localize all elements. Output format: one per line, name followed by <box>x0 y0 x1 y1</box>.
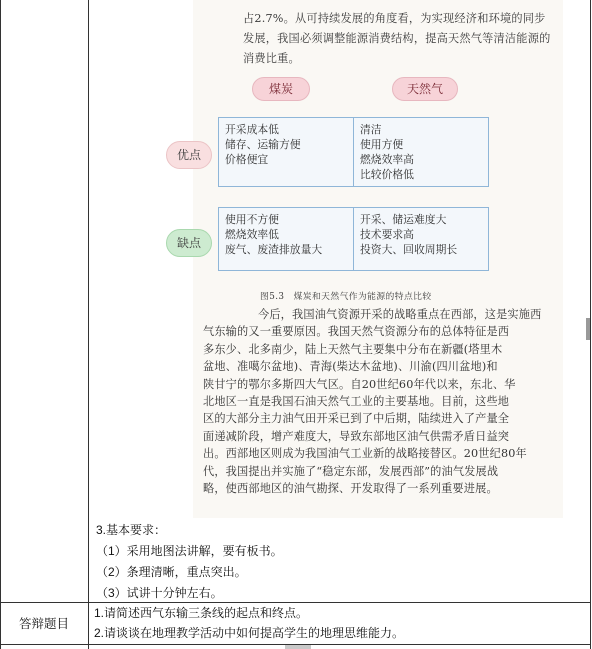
table-divider <box>88 0 89 649</box>
defense-question: 2.请谈谈在地理教学活动中如何提高学生的地理思维能力。 <box>94 626 405 640</box>
paragraph-line: 出。西部地区则成为我国油气工业新的战略接替区。20世纪80年 <box>203 447 527 461</box>
material-line: 发展，我国必须调整能源消费结构，提高天然气等清洁能源的 <box>243 32 551 45</box>
coal-advantage-item: 价格便宜 <box>225 153 269 166</box>
defense-question: 1.请简述西气东输三条线的起点和终点。 <box>94 606 309 620</box>
row-separator <box>0 602 591 603</box>
paragraph-line: 今后，我国油气资源开采的战略重点在西部，这是实施西 <box>258 308 542 321</box>
requirements-heading: 3.基本要求： <box>96 523 167 537</box>
requirement-item: （2）条理清晰，重点突出。 <box>96 565 247 579</box>
paragraph-line: 面递减阶段，增产难度大，导致东部地区油气供需矛盾日益突 <box>203 429 510 443</box>
paragraph-line: 代，我国提出并实施了“稳定东部，发展西部”的油气发展战 <box>203 464 499 478</box>
gas-disadvantage-item: 投资大、回收周期长 <box>360 243 458 256</box>
coal-disadvantage-item: 使用不方便 <box>225 213 279 226</box>
paragraph-line: 区的大部分主力油气田开采已到了中后期，陆续进入了产量全 <box>203 412 510 426</box>
material-line: 占2.7%。从可持续发展的角度看，为实现经济和环境的同步 <box>243 12 546 25</box>
gas-advantage-item: 燃烧效率高 <box>360 153 414 166</box>
gas-advantage-item: 比较价格低 <box>360 168 414 181</box>
coal-disadvantage-item: 废气、废渣排放量大 <box>225 243 323 256</box>
paragraph-line: 北地区一直是我国石油天然气工业的主要基地。目前，这些地 <box>203 395 510 409</box>
table-left-border <box>0 0 1 649</box>
paragraph-line: 陕甘宁的鄂尔多斯四大气区。自20世纪60年代以来，东北、华 <box>203 377 516 391</box>
paragraph-line: 略，使西部地区的油气勘探、开发取得了一系列重要进展。 <box>203 482 498 496</box>
requirement-item: （3）试讲十分钟左右。 <box>96 586 223 600</box>
requirement-item: （1）采用地图法讲解，要有板书。 <box>96 544 283 558</box>
page-fragment <box>285 645 311 649</box>
disadvantage-label: 缺点 <box>166 229 212 257</box>
paragraph-line: 气东输的又一重要原因。我国天然气资源分布的总体特征是西 <box>203 325 510 339</box>
gas-advantage-item: 清洁 <box>360 123 382 136</box>
gas-disadvantage-item: 技术要求高 <box>360 228 414 241</box>
paragraph-line: 多东少、北多南少，陆上天然气主要集中分布在新疆(塔里木 <box>203 342 503 356</box>
material-line: 消费比重。 <box>243 52 300 65</box>
coal-advantage-item: 储存、运输方便 <box>225 138 301 151</box>
gas-advantage-item: 使用方便 <box>360 138 404 151</box>
table-right-border <box>590 0 591 649</box>
defense-label: 答辩题目 <box>18 617 69 631</box>
paragraph-line: 盆地、准噶尔盆地)、青海(柴达木盆地)、川渝(四川盆地)和 <box>203 360 498 374</box>
coal-disadvantage-item: 燃烧效率低 <box>225 228 279 241</box>
material-paragraph <box>203 306 563 497</box>
advantage-label: 优点 <box>166 141 212 169</box>
coal-header: 煤炭 <box>252 77 310 101</box>
figure-caption: 图5.3 煤炭和天然气作为能源的特点比较 <box>260 292 432 302</box>
coal-advantage-item: 开采成本低 <box>225 123 279 136</box>
gas-header: 天然气 <box>392 77 458 101</box>
page-edge-mark <box>586 318 590 340</box>
gas-disadvantage-item: 开采、储运难度大 <box>360 213 447 226</box>
